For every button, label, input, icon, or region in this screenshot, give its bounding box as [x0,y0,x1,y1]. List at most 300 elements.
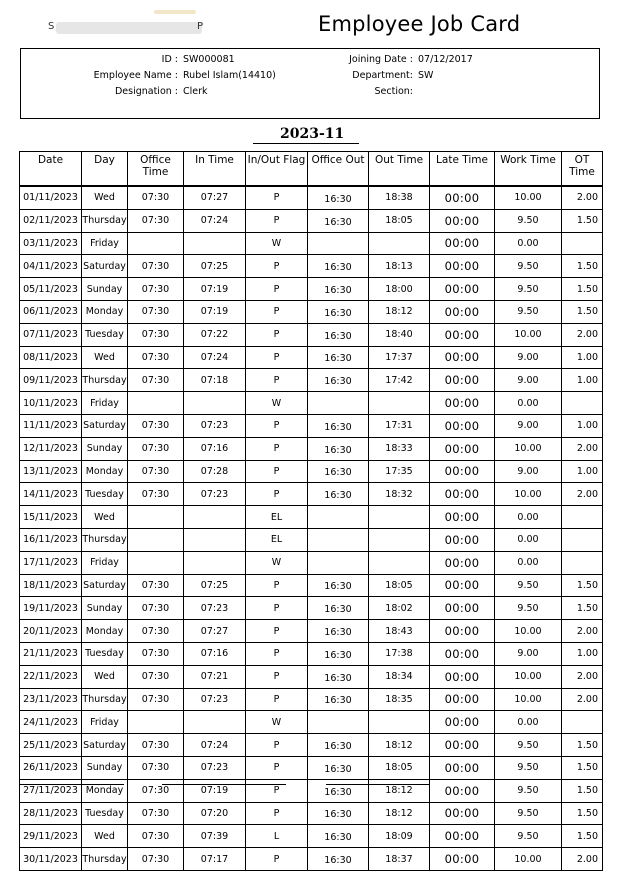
cell-in-time: 07:23 [184,756,246,779]
cell-late-time: 00:00 [430,392,495,415]
cell-work-time: 10.00 [495,848,562,871]
cell-day: Friday [82,551,128,574]
cell-out-time: 18:09 [369,825,430,848]
table-row [20,848,603,871]
cell-ot-time: 1.00 [562,642,603,665]
cell-in-out-flag: P [246,688,308,711]
cell-office-time [128,528,184,551]
cell-in-out-flag: P [246,300,308,323]
cell-office-out [308,551,369,574]
cell-work-time: 9.50 [495,825,562,848]
cell-late-time: 00:00 [430,209,495,232]
cell-in-out-flag: P [246,620,308,643]
cell-day: Wed [82,186,128,209]
cell-in-out-flag: P [246,574,308,597]
cell-work-time: 10.00 [495,688,562,711]
cell-late-time: 00:00 [430,414,495,437]
department-value: SW [418,70,434,81]
cell-day: Wed [82,506,128,529]
cell-in-time: 07:28 [184,460,246,483]
cell-ot-time: 2.00 [562,437,603,460]
cell-in-out-flag: P [246,848,308,871]
cell-date: 03/11/2023 [20,232,82,255]
cell-date: 20/11/2023 [20,620,82,643]
cell-day: Friday [82,392,128,415]
table-row [20,574,603,597]
cell-office-out: 16:30 [308,802,369,825]
cell-work-time: 9.50 [495,802,562,825]
cell-out-time [369,392,430,415]
cell-date: 04/11/2023 [20,255,82,278]
cell-ot-time: 1.00 [562,346,603,369]
table-row [20,232,603,255]
cell-in-time: 07:19 [184,300,246,323]
cell-day: Thursday [82,688,128,711]
cell-day: Saturday [82,734,128,757]
cell-work-time: 0.00 [495,506,562,529]
cell-late-time: 00:00 [430,369,495,392]
cell-in-out-flag: W [246,711,308,734]
cell-in-out-flag: P [246,437,308,460]
cell-late-time: 00:00 [430,483,495,506]
table-row [20,414,603,437]
cell-work-time: 9.50 [495,255,562,278]
table-row [20,483,603,506]
cell-out-time: 17:37 [369,346,430,369]
cell-out-time: 18:12 [369,779,430,802]
cell-day: Tuesday [82,483,128,506]
cell-late-time: 00:00 [430,802,495,825]
cell-ot-time: 1.50 [562,825,603,848]
cell-office-out: 16:30 [308,620,369,643]
cell-out-time: 18:34 [369,665,430,688]
cell-out-time [369,528,430,551]
cell-office-time: 07:30 [128,278,184,301]
cell-date: 07/11/2023 [20,323,82,346]
cell-work-time: 9.50 [495,734,562,757]
cell-date: 26/11/2023 [20,756,82,779]
footer-signature-line [20,784,124,788]
cell-office-time: 07:30 [128,825,184,848]
cell-ot-time: 2.00 [562,186,603,209]
cell-in-out-flag: P [246,278,308,301]
cell-in-out-flag: P [246,597,308,620]
cell-work-time: 10.00 [495,665,562,688]
column-header-office-time: Office Time [128,152,184,187]
cell-in-time [184,392,246,415]
cell-in-time: 07:23 [184,688,246,711]
cell-day: Monday [82,300,128,323]
cell-day: Wed [82,665,128,688]
cell-in-time: 07:21 [184,665,246,688]
table-row [20,642,603,665]
table-header-row [20,152,603,187]
cell-out-time: 17:35 [369,460,430,483]
column-header-out-time: Out Time [369,152,430,187]
cell-in-out-flag: P [246,346,308,369]
cell-date: 13/11/2023 [20,460,82,483]
column-header-day: Day [82,152,128,187]
cell-in-time: 07:24 [184,734,246,757]
cell-office-out: 16:30 [308,688,369,711]
cell-in-time [184,551,246,574]
cell-ot-time [562,392,603,415]
cell-date: 17/11/2023 [20,551,82,574]
cell-late-time: 00:00 [430,642,495,665]
cell-out-time [369,711,430,734]
table-body [20,186,603,870]
cell-office-out: 16:30 [308,209,369,232]
cell-late-time: 00:00 [430,551,495,574]
cell-in-out-flag: P [246,642,308,665]
cell-office-time: 07:30 [128,209,184,232]
cell-in-out-flag: W [246,551,308,574]
company-name-start: S [48,21,55,32]
cell-office-time: 07:30 [128,848,184,871]
cell-office-out: 16:30 [308,255,369,278]
cell-out-time: 17:38 [369,642,430,665]
cell-late-time: 00:00 [430,848,495,871]
cell-date: 05/11/2023 [20,278,82,301]
cell-work-time: 10.00 [495,483,562,506]
table-row [20,802,603,825]
table-row [20,392,603,415]
cell-office-time: 07:30 [128,665,184,688]
cell-ot-time: 1.50 [562,209,603,232]
company-name-end: P [197,21,204,32]
section-label: Section: [374,86,413,97]
cell-in-out-flag: P [246,756,308,779]
cell-in-time: 07:20 [184,802,246,825]
cell-work-time: 9.50 [495,756,562,779]
cell-office-out: 16:30 [308,734,369,757]
table-row [20,551,603,574]
cell-office-time: 07:30 [128,414,184,437]
cell-in-out-flag: EL [246,528,308,551]
cell-in-time [184,711,246,734]
cell-office-out: 16:30 [308,848,369,871]
cell-date: 30/11/2023 [20,848,82,871]
table-row [20,186,603,209]
table-row [20,278,603,301]
table-row [20,711,603,734]
cell-work-time: 9.50 [495,209,562,232]
cell-out-time: 18:12 [369,802,430,825]
cell-in-time: 07:24 [184,209,246,232]
cell-work-time: 0.00 [495,232,562,255]
table-row [20,506,603,529]
cell-ot-time: 1.50 [562,278,603,301]
cell-out-time: 18:13 [369,255,430,278]
employee-info-box [20,48,600,119]
cell-work-time: 9.50 [495,278,562,301]
cell-in-out-flag: P [246,414,308,437]
column-header-date: Date [20,152,82,187]
cell-in-out-flag: L [246,825,308,848]
cell-out-time: 18:32 [369,483,430,506]
cell-date: 21/11/2023 [20,642,82,665]
cell-out-time: 18:12 [369,300,430,323]
cell-in-time: 07:16 [184,437,246,460]
cell-day: Saturday [82,414,128,437]
cell-work-time: 10.00 [495,323,562,346]
cell-office-time: 07:30 [128,597,184,620]
cell-date: 11/11/2023 [20,414,82,437]
cell-date: 10/11/2023 [20,392,82,415]
cell-date: 16/11/2023 [20,528,82,551]
page-title: Employee Job Card [318,12,521,36]
cell-in-time [184,506,246,529]
cell-ot-time: 1.50 [562,255,603,278]
cell-office-out: 16:30 [308,756,369,779]
cell-day: Wed [82,825,128,848]
cell-office-out [308,506,369,529]
cell-late-time: 00:00 [430,346,495,369]
cell-work-time: 10.00 [495,186,562,209]
cell-day: Friday [82,232,128,255]
cell-in-time [184,528,246,551]
cell-out-time: 18:12 [369,734,430,757]
cell-date: 09/11/2023 [20,369,82,392]
column-header-work-time: Work Time [495,152,562,187]
cell-office-out: 16:30 [308,779,369,802]
cell-day: Tuesday [82,802,128,825]
cell-out-time: 18:35 [369,688,430,711]
cell-office-out: 16:30 [308,574,369,597]
cell-ot-time: 1.00 [562,414,603,437]
employee-name-value: Rubel Islam(14410) [183,70,276,81]
cell-in-out-flag: W [246,232,308,255]
table-row [20,779,603,802]
cell-in-out-flag: P [246,802,308,825]
cell-in-time: 07:18 [184,369,246,392]
cell-office-out: 16:30 [308,278,369,301]
cell-office-out [308,392,369,415]
cell-ot-time: 1.50 [562,597,603,620]
cell-office-time: 07:30 [128,483,184,506]
cell-work-time: 9.00 [495,346,562,369]
section-row [21,86,601,98]
column-header-in-out-flag: In/Out Flag [246,152,308,187]
cell-late-time: 00:00 [430,323,495,346]
table-row [20,756,603,779]
cell-day: Sunday [82,437,128,460]
cell-out-time: 18:43 [369,620,430,643]
cell-late-time: 00:00 [430,597,495,620]
cell-work-time: 10.00 [495,437,562,460]
footer-signature-line [326,784,430,788]
table-row [20,255,603,278]
cell-in-out-flag: P [246,255,308,278]
cell-out-time [369,232,430,255]
table-row [20,620,603,643]
cell-office-out [308,232,369,255]
cell-late-time: 00:00 [430,186,495,209]
joining-date-value: 07/12/2017 [418,54,473,65]
cell-in-time: 07:19 [184,278,246,301]
cell-late-time: 00:00 [430,255,495,278]
cell-date: 24/11/2023 [20,711,82,734]
cell-office-out: 16:30 [308,437,369,460]
cell-office-out: 16:30 [308,460,369,483]
cell-in-out-flag: P [246,209,308,232]
cell-late-time: 00:00 [430,460,495,483]
redacted-text-block [56,22,202,34]
cell-late-time: 00:00 [430,620,495,643]
cell-out-time [369,551,430,574]
cell-work-time: 0.00 [495,528,562,551]
column-header-late-time: Late Time [430,152,495,187]
cell-work-time: 10.00 [495,620,562,643]
cell-ot-time [562,232,603,255]
cell-date: 15/11/2023 [20,506,82,529]
cell-work-time: 9.50 [495,300,562,323]
cell-in-time: 07:23 [184,597,246,620]
cell-in-out-flag: W [246,392,308,415]
cell-date: 06/11/2023 [20,300,82,323]
cell-in-time: 07:16 [184,642,246,665]
cell-in-out-flag: P [246,323,308,346]
cell-day: Saturday [82,255,128,278]
id-label: ID : [161,54,178,65]
cell-out-time: 17:31 [369,414,430,437]
cell-office-out: 16:30 [308,665,369,688]
cell-in-time: 07:27 [184,186,246,209]
cell-in-time: 07:22 [184,323,246,346]
cell-office-time: 07:30 [128,460,184,483]
designation-value: Clerk [183,86,208,97]
designation-label: Designation : [114,86,178,97]
cell-in-time: 07:17 [184,848,246,871]
cell-day: Monday [82,779,128,802]
cell-in-time: 07:19 [184,779,246,802]
cell-in-out-flag: P [246,779,308,802]
footer-signature-line [162,784,286,788]
table-row [20,460,603,483]
cell-in-time [184,232,246,255]
cell-office-out [308,711,369,734]
cell-in-time: 07:27 [184,620,246,643]
cell-in-time: 07:25 [184,255,246,278]
cell-ot-time: 1.50 [562,734,603,757]
cell-office-out: 16:30 [308,186,369,209]
table-row [20,825,603,848]
cell-day: Monday [82,620,128,643]
cell-date: 14/11/2023 [20,483,82,506]
cell-ot-time: 2.00 [562,323,603,346]
cell-ot-time: 1.50 [562,779,603,802]
cell-day: Tuesday [82,642,128,665]
table-row [20,734,603,757]
cell-day: Thursday [82,209,128,232]
cell-day: Wed [82,346,128,369]
cell-ot-time: 2.00 [562,848,603,871]
cell-work-time: 0.00 [495,711,562,734]
cell-office-time [128,506,184,529]
cell-in-out-flag: P [246,734,308,757]
cell-day: Sunday [82,278,128,301]
cell-day: Monday [82,460,128,483]
period-underline [253,143,359,144]
id-value: SW000081 [183,54,235,65]
cell-out-time: 18:05 [369,756,430,779]
employee-name-label: Employee Name : [93,70,178,81]
joining-date-label: Joining Date : [349,54,413,65]
cell-in-out-flag: EL [246,506,308,529]
cell-office-time: 07:30 [128,255,184,278]
cell-work-time: 9.50 [495,574,562,597]
cell-day: Sunday [82,597,128,620]
cell-office-out: 16:30 [308,825,369,848]
cell-out-time: 18:38 [369,186,430,209]
cell-in-time: 07:23 [184,414,246,437]
cell-in-time: 07:39 [184,825,246,848]
cell-in-out-flag: P [246,483,308,506]
cell-in-time: 07:24 [184,346,246,369]
table-row [20,300,603,323]
cell-out-time: 18:02 [369,597,430,620]
cell-date: 23/11/2023 [20,688,82,711]
cell-out-time: 18:05 [369,574,430,597]
cell-day: Saturday [82,574,128,597]
cell-in-out-flag: P [246,665,308,688]
cell-out-time: 17:42 [369,369,430,392]
cell-ot-time: 1.50 [562,756,603,779]
column-header-ot-time: OT Time [562,152,603,187]
joining-date-row [21,54,601,66]
cell-office-time: 07:30 [128,688,184,711]
cell-office-out: 16:30 [308,483,369,506]
cell-office-time: 07:30 [128,756,184,779]
cell-ot-time: 1.00 [562,369,603,392]
cell-out-time: 18:37 [369,848,430,871]
cell-office-time: 07:30 [128,574,184,597]
cell-office-time: 07:30 [128,802,184,825]
cell-date: 29/11/2023 [20,825,82,848]
table-row [20,688,603,711]
table-row [20,346,603,369]
cell-late-time: 00:00 [430,756,495,779]
table-row [20,323,603,346]
cell-ot-time: 2.00 [562,620,603,643]
cell-ot-time: 1.50 [562,574,603,597]
cell-office-time: 07:30 [128,734,184,757]
table-row [20,369,603,392]
report-period: 2023-11 [280,126,345,142]
cell-work-time: 0.00 [495,551,562,574]
cell-date: 28/11/2023 [20,802,82,825]
cell-date: 25/11/2023 [20,734,82,757]
cell-in-time: 07:23 [184,483,246,506]
cell-work-time: 9.00 [495,460,562,483]
cell-date: 08/11/2023 [20,346,82,369]
cell-office-time [128,711,184,734]
cell-office-time [128,232,184,255]
cell-day: Sunday [82,756,128,779]
cell-ot-time [562,506,603,529]
table-row [20,597,603,620]
cell-day: Thursday [82,848,128,871]
cell-date: 12/11/2023 [20,437,82,460]
cell-work-time: 9.00 [495,642,562,665]
cell-in-out-flag: P [246,460,308,483]
column-header-in-time: In Time [184,152,246,187]
cell-out-time: 18:33 [369,437,430,460]
cell-office-time [128,551,184,574]
cell-ot-time: 2.00 [562,688,603,711]
department-row [21,70,601,82]
cell-office-time: 07:30 [128,346,184,369]
